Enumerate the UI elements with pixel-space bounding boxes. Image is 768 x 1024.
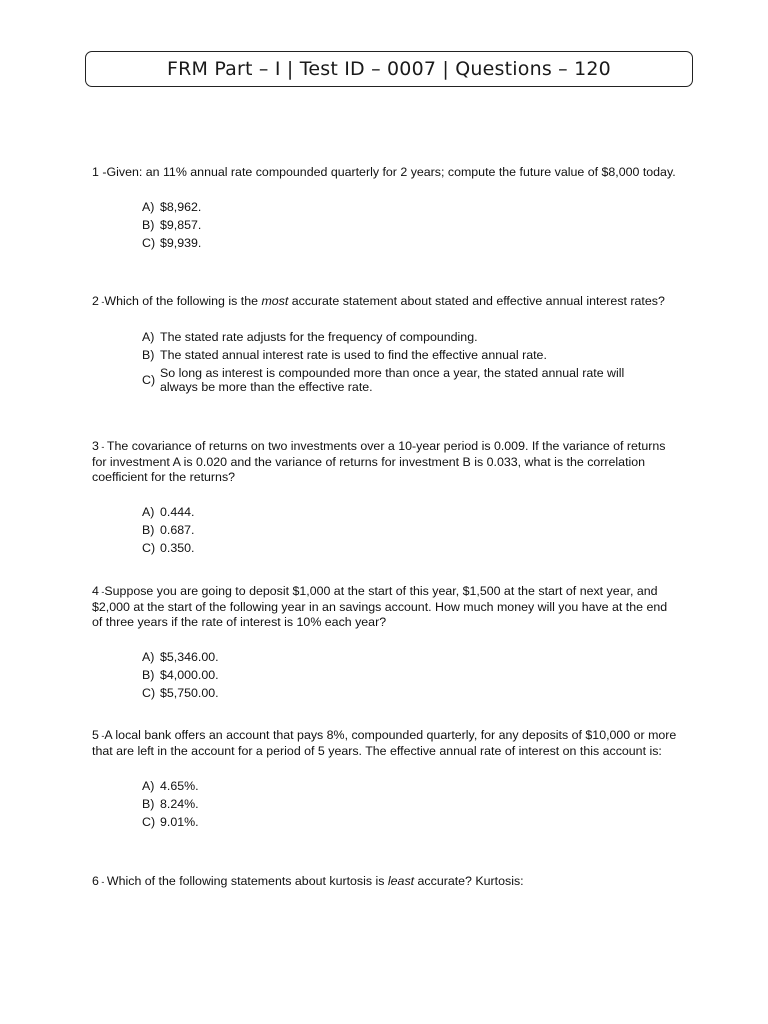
question-body-continued: accurate? Kurtosis: bbox=[414, 874, 524, 888]
question-body: Which of the following statements about kurtosis is bbox=[106, 874, 388, 888]
option-text: 8.24%. bbox=[160, 797, 199, 811]
option-text: $9,939. bbox=[160, 236, 202, 250]
answer-options bbox=[142, 503, 677, 557]
answer-option bbox=[142, 346, 677, 364]
question-body: Suppose you are going to deposit $1,000 at the start of this year, $1,500 at the start of next year, and $2,000 at the start of the following year in an savings account. How much money will you have at the end of three years if the rate of interest is 10% each year? bbox=[92, 584, 668, 629]
question-body-continued: accurate statement about stated and effective annual interest rates? bbox=[288, 294, 665, 308]
question-separator: - bbox=[98, 731, 105, 741]
option-letter: A) bbox=[142, 505, 155, 519]
option-text: 9.01%. bbox=[160, 815, 199, 829]
answer-options bbox=[142, 198, 677, 252]
question-number: 1 bbox=[92, 165, 99, 179]
question-text bbox=[92, 165, 677, 180]
question-body: A local bank offers an account that pays 8%, compounded quarterly, for any deposits of $10,000 or more that are left in the account for a period of 5 years. The effective annual rate of interest on this account is: bbox=[92, 728, 677, 758]
question-separator: - bbox=[98, 297, 105, 307]
question-text bbox=[92, 294, 677, 310]
option-text: The stated annual interest rate is used to find the effective annual rate. bbox=[160, 348, 547, 362]
question-text bbox=[92, 439, 677, 485]
answer-option bbox=[142, 648, 677, 666]
option-letter: A) bbox=[142, 779, 155, 793]
answer-options bbox=[142, 648, 677, 702]
option-text: The stated rate adjusts for the frequency of compounding. bbox=[160, 330, 478, 344]
option-text: $4,000.00. bbox=[160, 668, 219, 682]
question-2 bbox=[92, 294, 677, 394]
question-number: 4 bbox=[92, 584, 99, 598]
answer-option bbox=[142, 539, 677, 557]
answer-option bbox=[142, 684, 677, 702]
question-6 bbox=[92, 874, 677, 890]
answer-option bbox=[142, 366, 677, 394]
question-emphasis: least bbox=[387, 874, 415, 888]
question-separator: - bbox=[98, 442, 107, 452]
option-letter: B) bbox=[142, 668, 155, 682]
option-text: $5,346.00. bbox=[160, 650, 219, 664]
option-letter: A) bbox=[142, 200, 155, 214]
question-5 bbox=[92, 728, 677, 831]
answer-options bbox=[142, 777, 677, 831]
option-text: 0.687. bbox=[160, 523, 195, 537]
option-letter: B) bbox=[142, 797, 155, 811]
page-title: FRM Part – I | Test ID – 0007 | Questions – 120 bbox=[167, 58, 611, 80]
question-text bbox=[92, 584, 677, 630]
question-number: 3 bbox=[92, 439, 99, 453]
option-letter: B) bbox=[142, 218, 155, 232]
option-letter: C) bbox=[142, 373, 156, 387]
question-body: Given: an 11% annual rate compounded quarterly for 2 years; compute the future value of $8,000 today. bbox=[106, 165, 676, 179]
question-text bbox=[92, 728, 677, 759]
option-text: $5,750.00. bbox=[160, 686, 219, 700]
answer-option bbox=[142, 234, 677, 252]
answer-option bbox=[142, 795, 677, 813]
question-separator: - bbox=[98, 877, 107, 887]
header-box bbox=[85, 51, 693, 87]
question-body: Which of the following is the bbox=[104, 294, 262, 308]
question-separator: - bbox=[98, 165, 107, 179]
option-text: $8,962. bbox=[160, 200, 202, 214]
answer-option bbox=[142, 328, 677, 346]
answer-option bbox=[142, 666, 677, 684]
question-body: The covariance of returns on two investments over a 10-year period is 0.009. If the variance of returns for investment A is 0.020 and the variance of returns for investment B is 0.033, what is the correlation coefficient for the returns? bbox=[92, 439, 666, 484]
answer-option bbox=[142, 521, 677, 539]
option-letter: B) bbox=[142, 523, 155, 537]
option-letter: C) bbox=[142, 541, 156, 555]
option-letter: B) bbox=[142, 348, 155, 362]
question-3 bbox=[92, 439, 677, 557]
option-text: So long as interest is compounded more than once a year, the stated annual rate will always be more than the effective rate. bbox=[160, 366, 625, 394]
option-letter: C) bbox=[142, 815, 156, 829]
question-4 bbox=[92, 584, 677, 702]
answer-options bbox=[142, 328, 677, 394]
option-letter: A) bbox=[142, 650, 155, 664]
answer-option bbox=[142, 216, 677, 234]
option-letter: C) bbox=[142, 686, 156, 700]
question-emphasis: most bbox=[261, 294, 289, 308]
answer-option bbox=[142, 198, 677, 216]
option-text: 0.350. bbox=[160, 541, 195, 555]
option-letter: A) bbox=[142, 330, 155, 344]
option-text: 0.444. bbox=[160, 505, 195, 519]
question-number: 5 bbox=[92, 728, 99, 742]
option-text: $9,857. bbox=[160, 218, 202, 232]
question-text bbox=[92, 874, 677, 890]
question-number: 6 bbox=[92, 874, 99, 888]
option-text: 4.65%. bbox=[160, 779, 199, 793]
answer-option bbox=[142, 777, 677, 795]
question-separator: - bbox=[98, 587, 105, 597]
answer-option bbox=[142, 503, 677, 521]
question-1 bbox=[92, 165, 677, 252]
option-letter: C) bbox=[142, 236, 156, 250]
question-number: 2 bbox=[92, 294, 99, 308]
answer-option bbox=[142, 813, 677, 831]
